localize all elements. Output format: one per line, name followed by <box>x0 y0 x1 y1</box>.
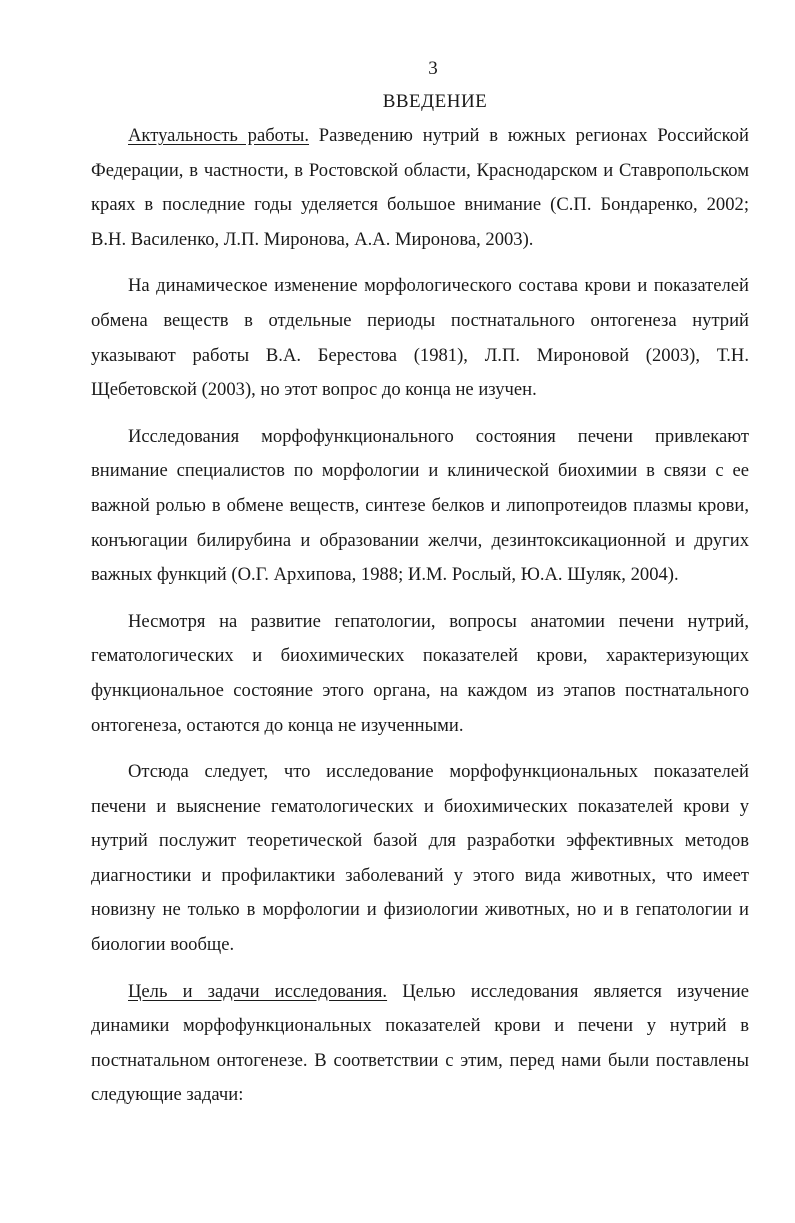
paragraph-goals <box>91 975 749 1113</box>
paragraph-blood-dynamics <box>91 269 749 407</box>
paragraph-text: Целью исследования является изучение динамики морфофункциональных показателей крови и печени у нутрий в постнатальном онтогенезе. В соответствии с этим, перед нами были поставлены следующие задачи: <box>91 980 750 1106</box>
paragraph-text: Исследования морфофункционального состояния печени привлекают внимание специалистов по морфологии и клинической биохимии в связи с ее важной ролью в обмене веществ, синтезе белков и липопротеидов плазмы крови, конъюгации билирубина и образовании желчи, дезинтоксикационной и других важных функций (О.Г. Архипова, 1988; И.М. Рослый, Ю.А. Шуляк, 2004). <box>91 425 749 586</box>
page-number: 3 <box>428 58 438 79</box>
paragraph-conclusion <box>91 755 749 963</box>
section-heading: ВВЕДЕНИЕ <box>382 91 488 112</box>
paragraph-lead-relevance: Актуальность работы. <box>128 125 310 146</box>
paragraph-text: Отсюда следует, что исследование морфофункциональных показателей печени и выяснение гематологических и биохимических показателей крови у нутрий послужит теоретической базой для разработки эффективных методов диагностики и профилактики заболеваний у этого вида животных, что имеет новизну не только в морфологии и физиологии животных, но и в гепатологии и биологии вообще. <box>91 761 749 956</box>
paragraph-text: Несмотря на развитие гепатологии, вопросы анатомии печени нутрий, гематологических и биохимических показателей крови, характеризующих функциональное состояние этого органа, на каждом из этапов постнатального онтогенеза, остаются до конца не изученными. <box>91 610 749 736</box>
body-text <box>91 119 749 1125</box>
paragraph-liver-research <box>91 420 749 593</box>
paragraph-text: Разведению нутрий в южных регионах Российской Федерации, в частности, в Ростовской области, Краснодарском и Ставропольском краях в последние годы уделяется большое внимание (С.П. Бондаренко, 2002; В.Н. Василенко, Л.П. Миронова, А.А. Миронова, 2003). <box>91 125 749 250</box>
paragraph-hepatology <box>91 605 749 743</box>
paragraph-relevance <box>91 119 749 257</box>
paragraph-text: На динамическое изменение морфологического состава крови и показателей обмена веществ в отдельные периоды постнатального онтогенеза нутрий указывают работы В.А. Берестова (1981), Л.П. Мироновой (2003), Т.Н. Щебетовской (2003), но этот вопрос до конца не изучен. <box>91 275 749 401</box>
paragraph-lead-goals: Цель и задачи исследования. <box>128 980 388 1002</box>
